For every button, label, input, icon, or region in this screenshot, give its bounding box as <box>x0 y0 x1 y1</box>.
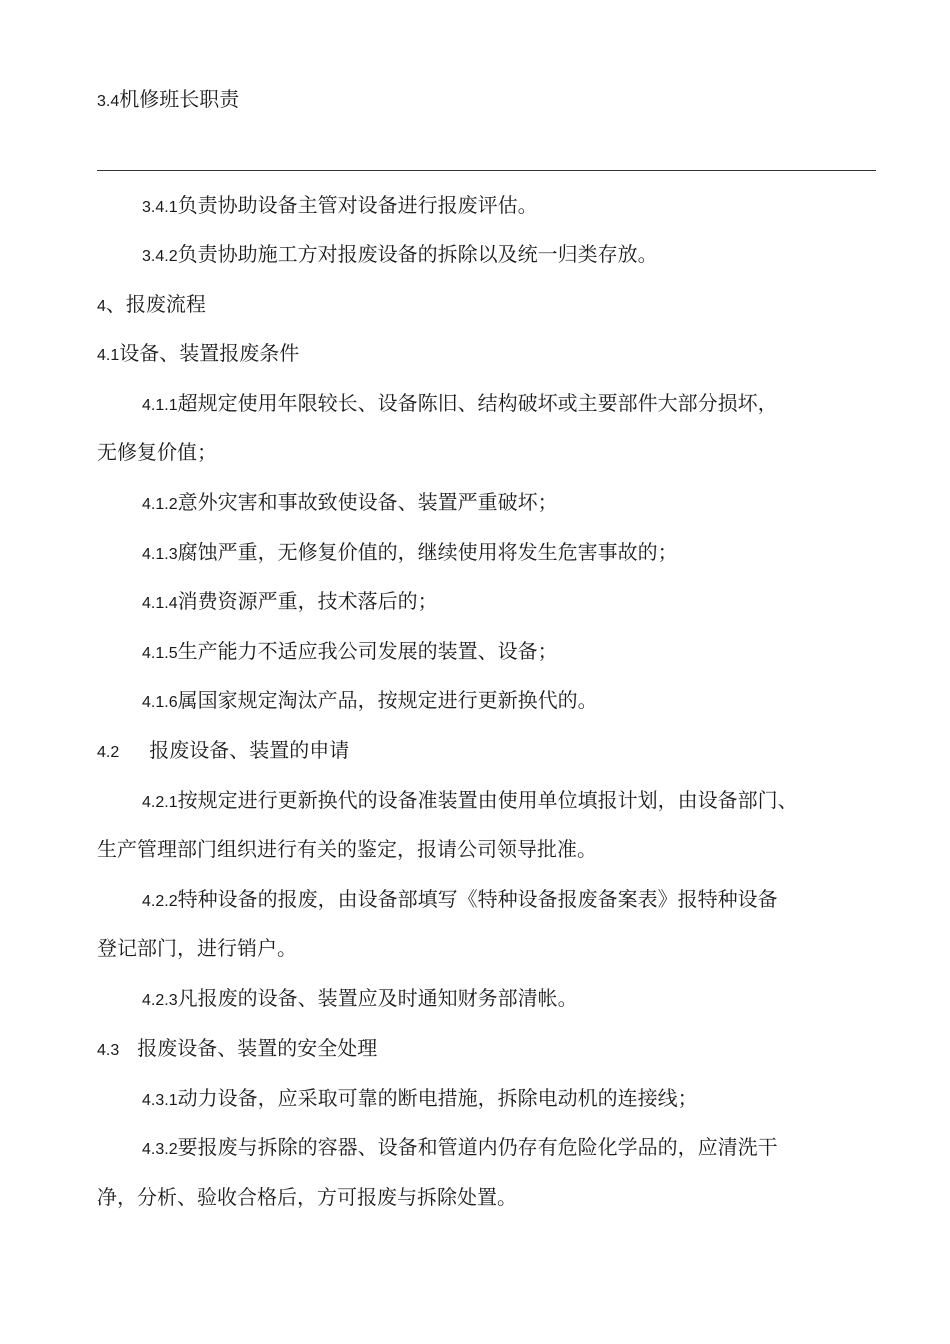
clause-text: 负责协助设备主管对设备进行报废评估。 <box>177 193 538 217</box>
clause-text: 属国家规定淘汰产品，按规定进行更新换代的。 <box>177 688 598 712</box>
section-number: 4.2 <box>97 744 120 761</box>
clause-number: 4.1.4 <box>142 595 178 612</box>
clause-number: 4.1.1 <box>142 397 178 414</box>
clause-4-1-1-continuation <box>97 439 887 465</box>
clause-text: 超规定使用年限较长、设备陈旧、结构破坏或主要部件大部分损坏， <box>177 391 778 415</box>
section-title: 报废设备、装置的安全处理 <box>137 1036 378 1060</box>
section-number: 4 <box>97 298 106 315</box>
section-title: 设备、装置报废条件 <box>119 341 300 365</box>
clause-text-continuation: 无修复价值； <box>97 440 217 464</box>
clause-4-3-1 <box>142 1085 887 1114</box>
clause-3-4-2 <box>142 241 887 270</box>
clause-number: 4.2.3 <box>142 992 178 1009</box>
section-heading-4 <box>97 291 887 320</box>
clause-number: 3.4.1 <box>142 199 178 216</box>
section-number: 4.3 <box>97 1042 120 1059</box>
clause-number: 3.4.2 <box>142 248 178 265</box>
clause-4-1-4 <box>142 588 887 617</box>
clause-number: 4.1.6 <box>142 694 178 711</box>
horizontal-divider <box>97 170 876 171</box>
clause-text-continuation: 登记部门，进行销户。 <box>97 936 297 960</box>
section-title: 、报废流程 <box>105 292 206 316</box>
clause-text: 意外灾害和事故致使设备、装置严重破坏； <box>177 490 558 514</box>
clause-number: 4.1.5 <box>142 645 178 662</box>
clause-text: 特种设备的报废，由设备部填写《特种设备报废备案表》报特种设备 <box>177 887 778 911</box>
clause-4-1-1 <box>142 390 887 419</box>
clause-text-continuation: 净，分析、验收合格后，方可报废与拆除处置。 <box>97 1185 517 1209</box>
clause-4-1-5 <box>142 638 887 667</box>
clause-number: 4.1.3 <box>142 546 178 563</box>
clause-text: 消费资源严重，技术落后的； <box>177 589 438 613</box>
section-number: 3.4 <box>97 93 120 110</box>
clause-text: 腐蚀严重，无修复价值的，继续使用将发生危害事故的； <box>177 540 678 564</box>
section-heading-3-4 <box>97 86 887 115</box>
clause-text: 负责协助施工方对报废设备的拆除以及统一归类存放。 <box>177 242 658 266</box>
section-number: 4.1 <box>97 347 120 364</box>
clause-text-continuation: 生产管理部门组织进行有关的鉴定，报请公司领导批准。 <box>97 837 597 861</box>
clause-4-1-2 <box>142 489 887 518</box>
clause-number: 4.2.2 <box>142 893 178 910</box>
clause-text: 凡报废的设备、装置应及时通知财务部清帐。 <box>177 986 578 1010</box>
section-heading-4-3 <box>97 1035 887 1064</box>
clause-4-3-2 <box>142 1134 887 1163</box>
clause-number: 4.3.2 <box>142 1141 178 1158</box>
clause-4-2-3 <box>142 985 887 1014</box>
clause-4-3-2-continuation <box>97 1184 887 1210</box>
clause-4-2-2-continuation <box>97 935 887 961</box>
clause-text: 动力设备，应采取可靠的断电措施，拆除电动机的连接线； <box>177 1086 698 1110</box>
clause-4-2-1-continuation <box>97 836 887 862</box>
section-title: 机修班长职责 <box>119 87 240 111</box>
clause-number: 4.1.2 <box>142 496 178 513</box>
clause-4-1-3 <box>142 539 887 568</box>
clause-4-2-1 <box>142 787 887 816</box>
clause-text: 生产能力不适应我公司发展的装置、设备； <box>177 639 558 663</box>
clause-4-2-2 <box>142 886 887 915</box>
clause-text: 按规定进行更新换代的设备准装置由使用单位填报计划，由设备部门、 <box>177 788 798 812</box>
section-heading-4-1 <box>97 340 887 369</box>
section-heading-4-2 <box>97 737 887 766</box>
clause-3-4-1 <box>142 192 887 221</box>
clause-number: 4.3.1 <box>142 1092 178 1109</box>
clause-text: 要报废与拆除的容器、设备和管道内仍存有危险化学品的，应清洗干 <box>177 1135 778 1159</box>
section-title: 报废设备、装置的申请 <box>149 738 350 762</box>
clause-number: 4.2.1 <box>142 794 178 811</box>
clause-4-1-6 <box>142 687 887 716</box>
